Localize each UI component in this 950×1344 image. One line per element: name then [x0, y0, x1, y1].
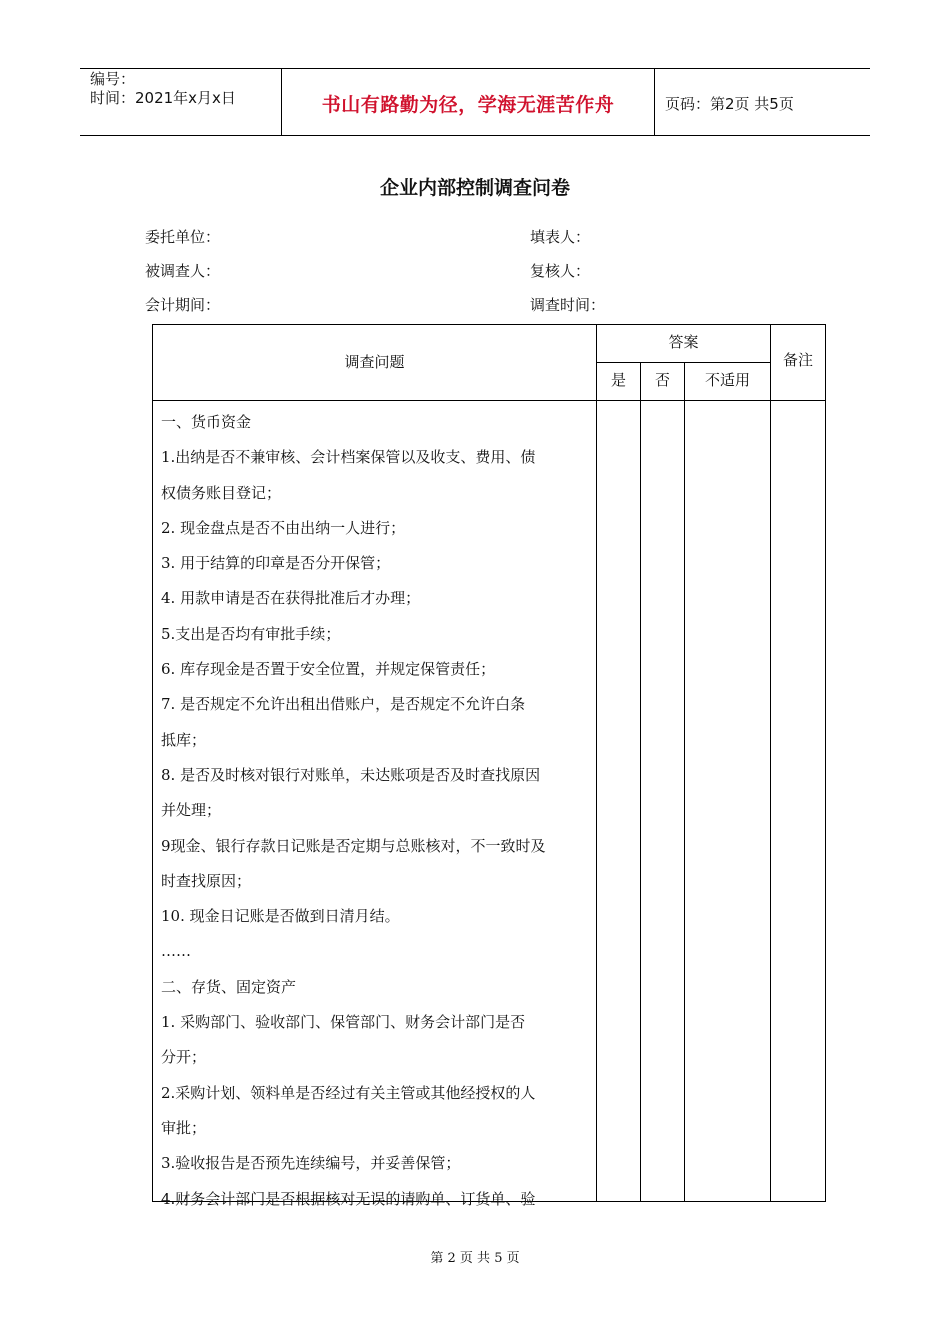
question-line: 6. 库存现金是否置于安全位置，并规定保管责任；	[161, 660, 496, 679]
question-line: 3. 用于结算的印章是否分开保管；	[161, 554, 391, 573]
question-line: 并处理；	[161, 801, 222, 820]
answer-option-no: 否	[654, 371, 670, 389]
question-line: 抵库；	[161, 730, 207, 749]
question-line: 7. 是否规定不允许出租出借账户，是否规定不允许白条	[161, 695, 526, 714]
question-line: 3.验收报告是否预先连续编号，并妥善保管；	[161, 1154, 461, 1173]
question-line: 权债务账目登记；	[161, 483, 282, 502]
question-line: 2.采购计划、领料单是否经过有关主管或其他经授权的人	[161, 1083, 536, 1102]
header-divider-right	[654, 68, 655, 136]
col-divider-question	[596, 325, 597, 1201]
col-divider-remarks	[770, 325, 771, 1201]
header-time-label: 时间：2021年x月x日	[90, 89, 236, 107]
col-divider-no	[684, 363, 685, 1201]
question-line: 分开；	[161, 1048, 207, 1067]
survey-table	[152, 324, 826, 1208]
question-line: 1.出纳是否不兼审核、会计档案保管以及收支、费用、债	[161, 448, 536, 467]
question-line: 5.支出是否均有审批手续；	[161, 624, 341, 643]
question-line: 4. 用款申请是否在获得批准后才办理；	[161, 589, 421, 608]
question-line: 1. 采购部门、验收部门、保管部门、财务会计部门是否	[161, 1013, 526, 1032]
reviewer-label: 复核人：	[530, 262, 591, 280]
question-line: 审批；	[161, 1118, 207, 1137]
answer-subheader-rule	[596, 362, 770, 363]
filler-label: 填表人：	[530, 228, 591, 246]
question-line: 一、货币资金	[161, 413, 252, 431]
header-page-info: 页码：第2页 共5页	[665, 95, 794, 113]
question-header: 调查问题	[344, 353, 405, 371]
header-top-rule	[80, 68, 870, 69]
col-divider-yes	[640, 363, 641, 1201]
accounting-period-label: 会计期间：	[145, 296, 221, 314]
question-line: 二、存货、固定资产	[161, 977, 297, 996]
survey-time-label: 调查时间：	[530, 296, 606, 314]
question-list	[161, 405, 591, 1217]
page-footer: 第 2 页 共 5 页	[430, 1251, 520, 1266]
answer-header: 答案	[668, 333, 699, 351]
header-bottom-rule	[80, 135, 870, 136]
question-line: 8. 是否及时核对银行对账单，未达账项是否及时查找原因	[161, 765, 541, 784]
question-line: 10. 现金日记账是否做到日清月结。	[161, 907, 400, 926]
header-left-cell	[90, 70, 236, 108]
question-line: ……	[161, 942, 191, 961]
respondent-label: 被调查人：	[145, 262, 221, 280]
question-line: 时查找原因；	[161, 871, 252, 890]
question-line: 2. 现金盘点是否不由出纳一人进行；	[161, 518, 406, 537]
document-title: 企业内部控制调查问卷	[379, 177, 570, 199]
header-motto: 书山有路勤为径，学海无涯苦作舟	[321, 94, 615, 116]
answer-option-na: 不适用	[704, 371, 750, 389]
header-row-rule	[153, 400, 825, 401]
remarks-header: 备注	[782, 351, 813, 369]
header-number-label: 编号：	[90, 70, 136, 88]
question-line: 9现金、银行存款日记账是否定期与总账核对，不一致时及	[161, 836, 546, 855]
entrusting-unit-label: 委托单位：	[145, 228, 221, 246]
answer-option-yes: 是	[610, 371, 626, 389]
question-line: 4.财务会计部门是否根据核对无误的请购单、订货单、验	[161, 1189, 536, 1208]
